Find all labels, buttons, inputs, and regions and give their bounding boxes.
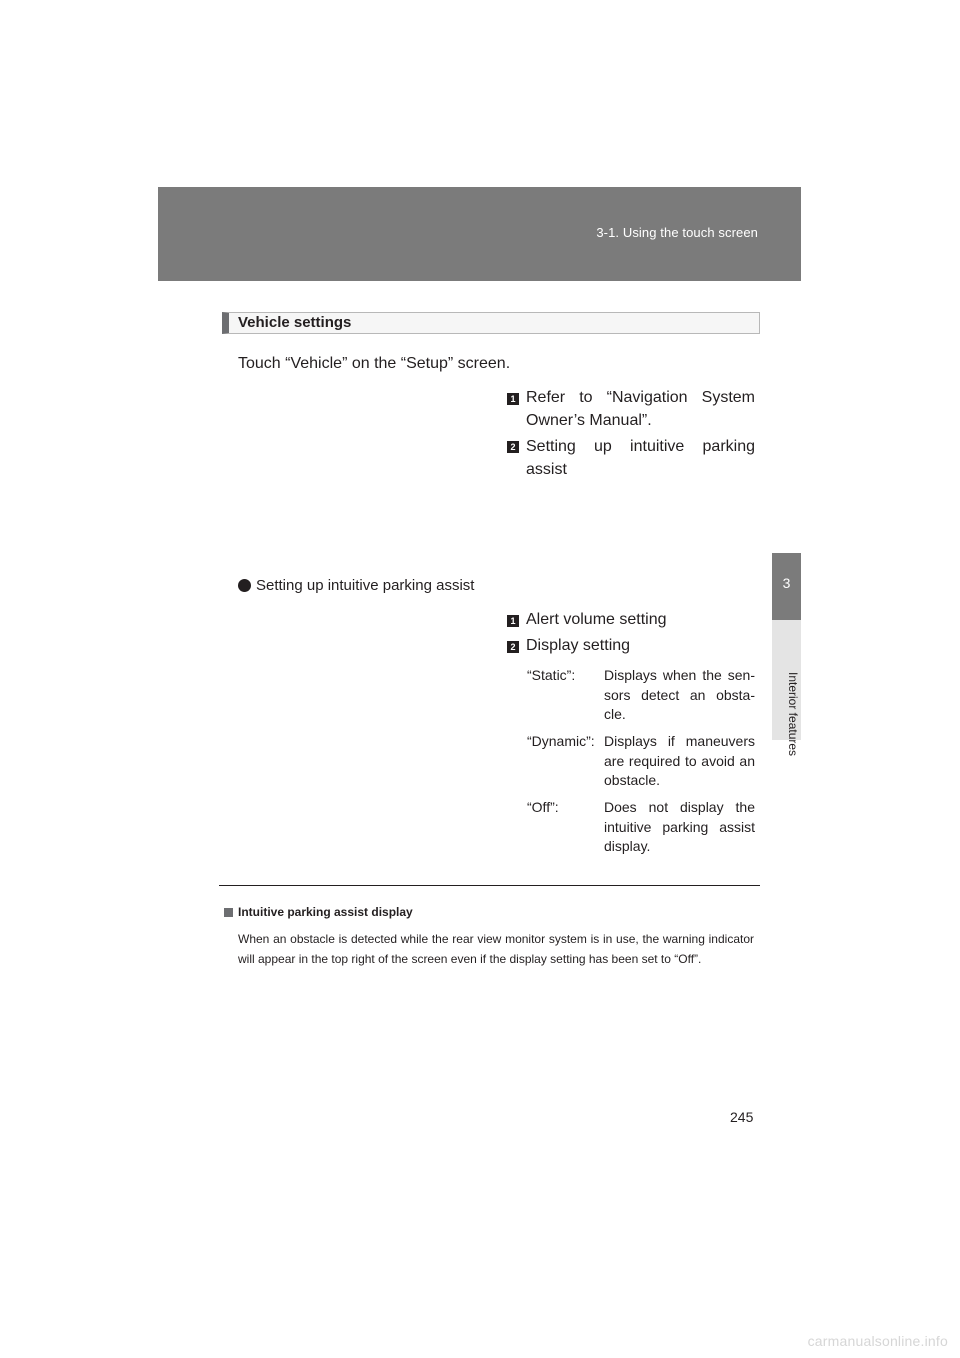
square-bullet-icon (224, 908, 233, 917)
divider (219, 885, 760, 886)
option-description: Displays if maneuvers are required to avoid an obstacle. (604, 733, 755, 788)
option-description: Displays when the sen-sors detect an obsta-cle. (604, 667, 755, 722)
subsection-heading: Setting up intuitive parking assist (256, 577, 475, 594)
header-band (158, 187, 801, 281)
watermark: carmanualsonline.info (807, 1333, 948, 1349)
intro-text: Touch “Vehicle” on the “Setup” screen. (238, 355, 511, 372)
number-badge: 2 (507, 641, 519, 653)
bullet-icon (238, 579, 251, 592)
option-term: “Static”: (527, 667, 576, 683)
number-badge: 1 (507, 393, 519, 405)
note-text: When an obstacle is detected while the rear view monitor system is in use, the warning indicator will appear in the top right of the screen even if the display setting has been set to “Off”. (238, 932, 754, 966)
list-item: Setting up intuitive parking assist (526, 438, 755, 478)
option-term: “Off”: (527, 799, 559, 815)
chapter-number: 3 (782, 575, 791, 591)
section-heading-bar (222, 312, 760, 334)
option-term: “Dynamic”: (527, 733, 595, 749)
section-path: 3-1. Using the touch screen (596, 225, 758, 240)
section-title: Vehicle settings (238, 314, 352, 331)
list-item: Refer to “Navigation System Owner’s Manual”. (526, 389, 755, 429)
list-item: Display setting (526, 637, 631, 654)
number-badge: 1 (507, 615, 519, 627)
chapter-title: Interior features (786, 672, 800, 757)
chapter-tab[interactable] (772, 553, 801, 620)
page-number: 245 (730, 1109, 754, 1125)
list-item: Alert volume setting (526, 611, 667, 628)
option-description: Does not display the intuitive parking assist display. (604, 799, 755, 854)
note-title: Intuitive parking assist display (238, 905, 413, 919)
number-badge: 2 (507, 441, 519, 453)
